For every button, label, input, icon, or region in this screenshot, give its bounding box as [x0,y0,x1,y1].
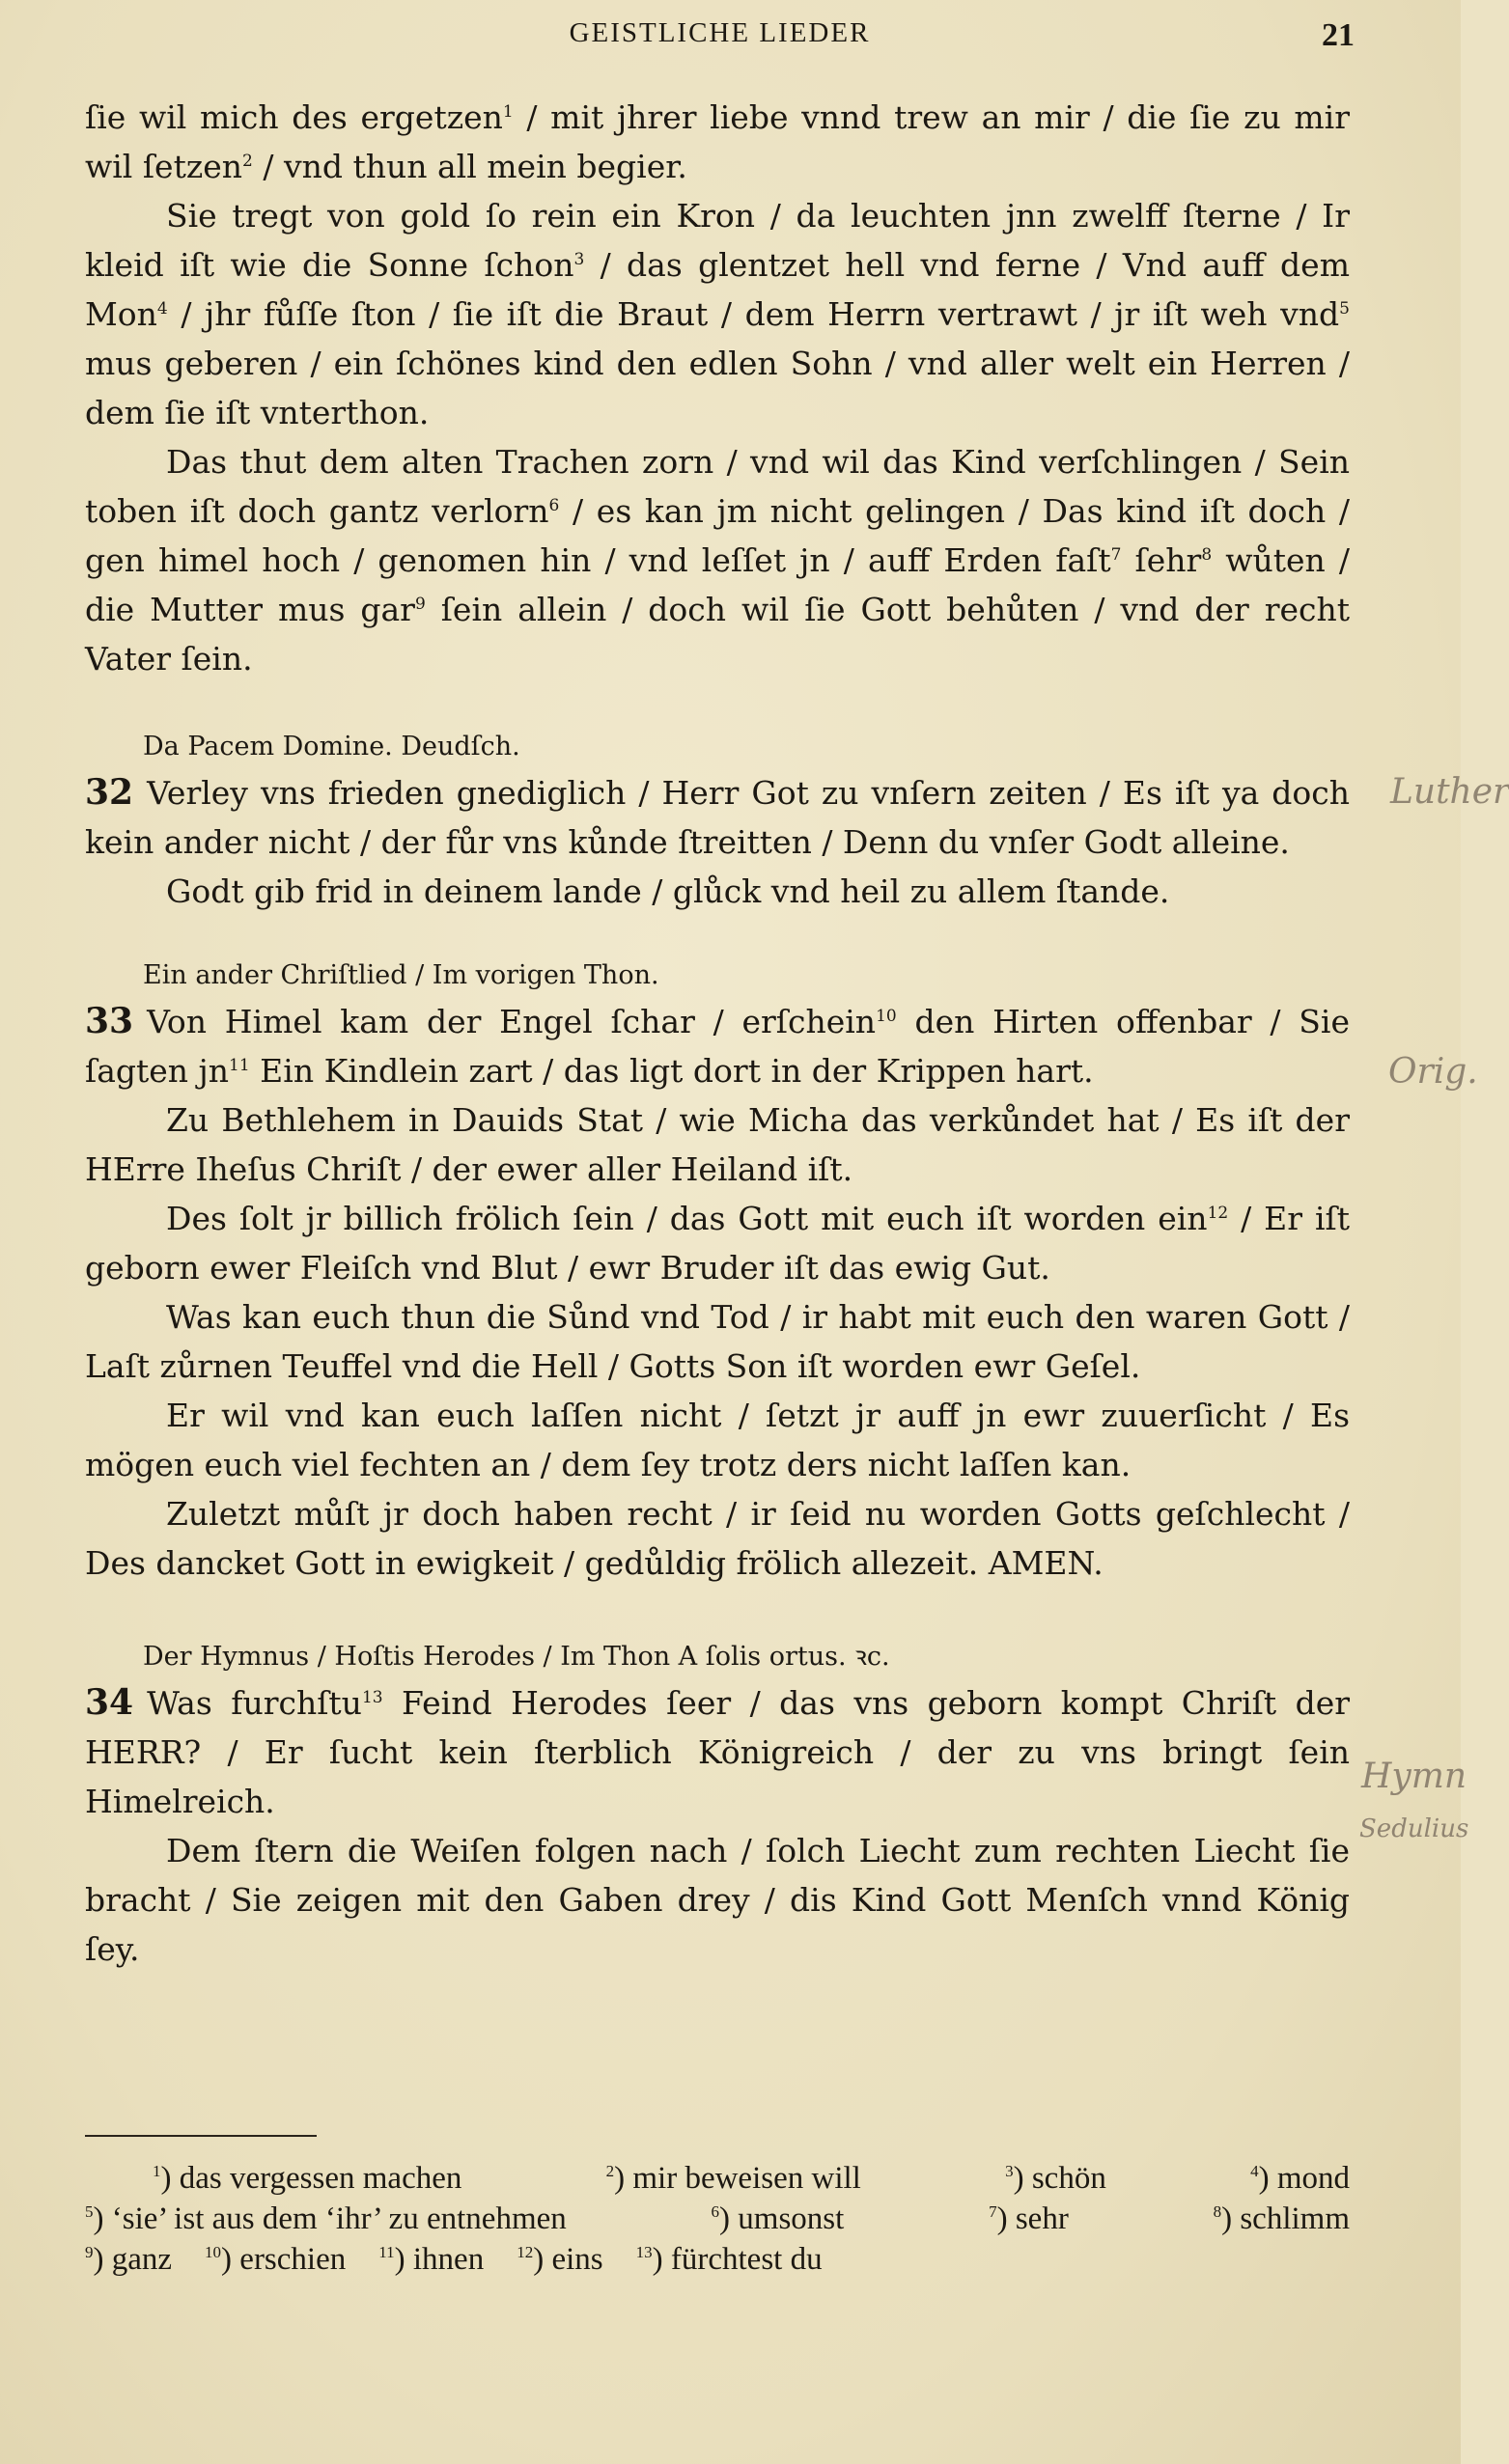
page-header [85,17,1355,66]
footnote-text: mir beweisen will [632,2161,861,2196]
text-run: den Hirten offenbar / Sie ſagten jn [85,1003,1350,1090]
footnote: $^{13}$) fürchtest du [635,2242,823,2277]
footnote-text: umsonst [738,2201,845,2236]
footnote: $^2$) mir beweisen will [605,2161,861,2196]
footnote-line [85,2239,1350,2280]
stanza-paragraph: Was kan euch thun die Sůnd vnd Tod / ir habt mit euch den waren Gott / Laſt zůrnen Teuffel vnd die Hell / Gotts Son iſt worden ewr Geſel. [85,1298,1350,1385]
footnote-ref: 11 [229,1056,250,1075]
footnote-text: schön [1031,2161,1106,2196]
footnote-number: 6 [711,2202,720,2221]
footnote-number: 7 [989,2202,997,2221]
text-run: / mit jhrer liebe vnnd trew an mir / die ſie zu mir wil ſetzen [85,98,1351,185]
text-run: Was furchſtu [147,1684,362,1722]
page-number: 21 [1322,17,1355,53]
footnotes [85,2158,1350,2280]
footnote-line [85,2199,1350,2239]
footnote: $^1$) das vergessen machen [153,2161,462,2196]
footnote-number: 4 [1250,2162,1259,2180]
footnote-number: 12 [517,2243,534,2261]
running-title: GEISTLICHE LIEDER [569,17,871,48]
footnote-number: 10 [205,2243,222,2261]
stanza-paragraph: Er wil vnd kan euch laſſen nicht / ſetzt jr auff jn ewr zuuerſicht / Es mögen euch viel fechten an / dem ſey trotz ders nicht laſſen kan. [85,1397,1350,1483]
footnote-ref: 13 [361,1688,383,1707]
footnote: $^4$) mond [1250,2161,1350,2196]
text-run: / Er iſt geborn ewer Fleiſch vnd Blut / ewr Bruder iſt das ewig Gut. [85,1200,1350,1287]
footnote-ref: 9 [414,595,426,614]
footnote-text: eins [551,2242,603,2277]
song-number: 34 [85,1682,134,1723]
text-run: / das glentzet hell vnd ferne / Vnd auff dem Mon [85,246,1351,333]
footnote-ref: 5 [1339,299,1350,318]
text-run: mus geberen / ein ſchönes kind den edlen Sohn / vnd aller welt ein Herren / dem ſie iſt vnterthon. [85,345,1350,431]
footnote-number: 3 [1005,2162,1014,2180]
margin-annotation: Luther [1390,772,1509,812]
stanza-paragraph [85,93,1350,191]
footnote-text: ihnen [412,2242,485,2277]
song-number: 32 [85,772,134,813]
footnote-text: fürchtest du [670,2242,823,2277]
footnote-text: erschien [239,2242,347,2277]
footnote-ref: 4 [156,299,168,318]
footnote: $^5$) ‘sie’ ist aus dem ‘ihr’ zu entnehmen [85,2201,567,2236]
footnote-number: 9 [85,2243,94,2261]
footnote-number: 8 [1213,2202,1222,2221]
text-run: Des ſolt jr billich frölich ſein / das Gott mit euch iſt worden ein [166,1200,1208,1237]
footnote-ref: 7 [1110,545,1122,565]
footnote: $^9$) ganz [85,2242,173,2277]
stanza-paragraph [85,437,1350,683]
footnote-ref: 12 [1207,1204,1229,1223]
footnote-text: ganz [111,2242,173,2277]
footnote-ref: 6 [548,496,560,515]
text-run: Feind Herodes ſeer / das vns geborn kompt Chriſt der HERR? / Er ſucht kein ſterblich Königreich / der zu vns bringt ſein Himelreich. [85,1684,1350,1820]
text-run: ſein allein / doch wil ſie Gott behůten / vnd der recht Vater ſein. [85,591,1351,678]
footnote-number: 1 [153,2162,161,2180]
footnote-text: schlimm [1240,2201,1350,2236]
text-run: / es kan jm nicht gelingen / Das kind iſt doch / gen himel hoch / genomen hin / vnd leſſet jn / auff Erden faſt [85,492,1350,579]
footnote-ref: 3 [573,250,585,269]
footnote: $^{11}$) ihnen [378,2242,485,2277]
footnote-number: 11 [378,2243,395,2261]
text-run: ſehr [1121,541,1202,579]
footnote-number: 13 [635,2243,653,2261]
footnote: $^8$) schlimm [1213,2201,1350,2236]
text-run: Verley vns frieden gnediglich / Herr Got zu vnſern zeiten / Es iſt ya doch kein ander nicht / der fůr vns kůnde ſtreitten / Denn du vnſer Godt alleine. [85,774,1350,861]
footnote: $^7$) sehr [989,2201,1069,2236]
text-run: wůten / die Mutter mus gar [85,541,1350,628]
margin-annotation: Hymn [1361,1757,1467,1796]
text-run: Von Himel kam der Engel ſchar / erſchein [147,1003,877,1040]
footnote-ref: 8 [1201,545,1213,565]
footnote: $^6$) umsonst [711,2201,845,2236]
footnote: $^3$) schön [1005,2161,1106,2196]
footnote-text: das vergessen machen [179,2161,462,2196]
footnote: $^{12}$) eins [517,2242,603,2277]
text-run: Sie tregt von gold ſo rein ein Kron / da leuchten jnn zwelff ſterne / Ir kleid iſt wie die Sonne ſchon [85,197,1350,284]
song-heading: Ein ander Chriſtlied / Im vorigen Thon. [143,960,659,990]
song-heading: Da Pacem Domine. Deudſch. [143,732,520,761]
stanza-paragraph [85,768,1350,867]
footnote: $^{10}$) erschien [205,2242,347,2277]
song-number: 33 [85,1001,134,1041]
text-run: / jhr fůſſe ſton / ſie iſt die Braut / dem Herrn vertrawt / jr iſt weh vnd [167,295,1340,333]
stanza-paragraph [85,1194,1350,1292]
footnote-number: 2 [605,2162,615,2180]
footnote-text: ‘sie’ ist aus dem ‘ihr’ zu entnehmen [111,2201,567,2236]
stanza-paragraph [85,1678,1350,1826]
text-run: Das thut dem alten Trachen zorn / vnd wil das Kind verſchlingen / Sein toben iſt doch gantz verlorn [85,443,1350,530]
stanza-paragraph: Dem ſtern die Weiſen folgen nach / ſolch Liecht zum rechten Liecht ſie bracht / Sie zeigen mit den Gaben drey / dis Kind Gott Menſch vnnd König ſey. [85,1832,1350,1968]
footnote-text: sehr [1015,2201,1069,2236]
stanza-paragraph: Zu Bethlehem in Dauids Stat / wie Micha das verkůndet hat / Es iſt der HErre Iheſus Chriſt / der ewer aller Heiland iſt. [85,1101,1350,1188]
stanza-paragraph [85,997,1350,1095]
margin-annotation: Sedulius [1359,1814,1469,1843]
footnote-rule [85,2135,317,2137]
text-run: / vnd thun all mein begier. [252,148,687,185]
footnote-ref: 10 [876,1007,897,1026]
stanza-paragraph: Godt gib frid in deinem lande / glůck vnd heil zu allem ſtande. [166,872,1170,910]
footnote-ref: 1 [502,102,514,122]
footnote-text: mond [1276,2161,1350,2196]
margin-annotation: Orig. [1388,1052,1478,1092]
footnote-number: 5 [85,2202,94,2221]
footnote-ref: 2 [242,152,253,171]
text-run: Ein Kindlein zart / das ligt dort in der Krippen hart. [249,1052,1094,1090]
song-heading: Der Hymnus / Hoſtis Herodes / Im Thon A ſolis ortus. ꝛc. [143,1642,890,1672]
footnote-line [85,2158,1350,2199]
text-run: ſie wil mich des ergetzen [85,98,503,136]
stanza-paragraph: Zuletzt můſt jr doch haben recht / ir ſeid nu worden Gotts geſchlecht / Des dancket Gott in ewigkeit / gedůldig frölich allezeit. AMEN. [85,1495,1350,1582]
stanza-paragraph [85,191,1350,437]
body-text [85,93,1350,1974]
